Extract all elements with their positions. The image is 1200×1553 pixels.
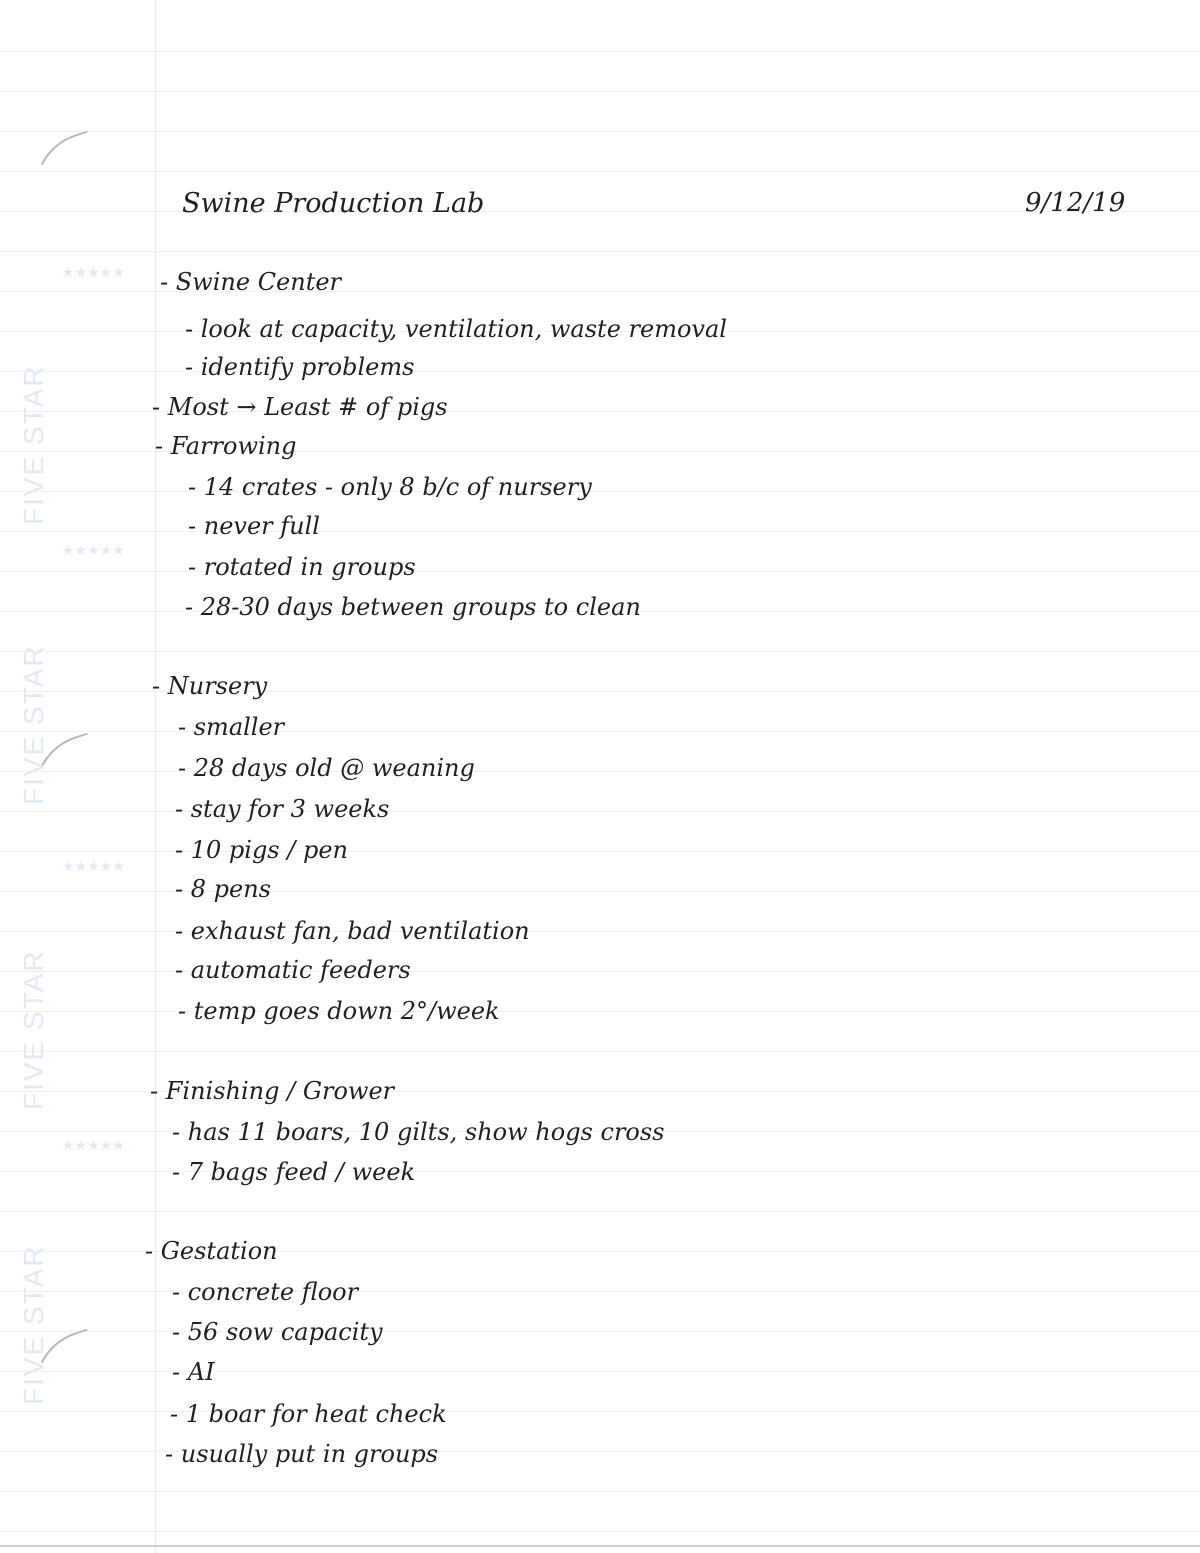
note-item: - temp goes down 2°/week	[178, 997, 500, 1025]
five-star-watermark: FIVE STAR	[18, 644, 49, 805]
five-star-watermark: FIVE STAR	[18, 949, 49, 1110]
section-heading-most-least: - Most → Least # of pigs	[152, 393, 448, 421]
star-watermark-icon: ★★★★★	[62, 1138, 125, 1154]
star-watermark-icon: ★★★★★	[62, 265, 125, 281]
section-heading-swine-center: - Swine Center	[160, 268, 342, 296]
note-item: - 10 pigs / pen	[175, 836, 348, 864]
star-watermark-icon: ★★★★★	[62, 859, 125, 875]
note-item: - automatic feeders	[175, 956, 411, 984]
note-item: - 56 sow capacity	[172, 1318, 383, 1346]
note-item: - 14 crates - only 8 b/c of nursery	[188, 473, 592, 501]
five-star-watermark: FIVE STAR	[18, 364, 49, 525]
note-item: - 7 bags feed / week	[172, 1158, 416, 1186]
note-item: - usually put in groups	[165, 1440, 439, 1468]
note-item: - never full	[188, 512, 320, 540]
section-heading-gestation: - Gestation	[145, 1237, 278, 1265]
page-title: Swine Production Lab	[182, 188, 485, 219]
note-item: - identify problems	[185, 353, 415, 381]
note-item: - AI	[172, 1358, 215, 1386]
note-item: - smaller	[178, 713, 285, 741]
note-item: - 28 days old @ weaning	[178, 754, 475, 782]
margin-line	[155, 0, 156, 1553]
note-item: - look at capacity, ventilation, waste removal	[185, 315, 727, 343]
binder-hole-mark	[19, 131, 110, 222]
page-edge	[0, 1545, 1200, 1547]
star-watermark-icon: ★★★★★	[62, 543, 125, 559]
section-heading-farrowing: - Farrowing	[155, 432, 297, 460]
note-item: - 1 boar for heat check	[170, 1400, 447, 1428]
five-star-watermark: FIVE STAR	[18, 1244, 49, 1405]
note-item: - has 11 boars, 10 gilts, show hogs cross	[172, 1118, 665, 1146]
date-label: 9/12/19	[1025, 188, 1126, 218]
note-item: - concrete floor	[172, 1278, 359, 1306]
note-item: - rotated in groups	[188, 553, 416, 581]
note-item: - 8 pens	[175, 875, 271, 903]
section-heading-finishing-grower: - Finishing / Grower	[150, 1077, 395, 1105]
note-item: - stay for 3 weeks	[175, 795, 390, 823]
note-item: - exhaust fan, bad ventilation	[175, 917, 530, 945]
section-heading-nursery: - Nursery	[152, 672, 268, 700]
note-item: - 28-30 days between groups to clean	[185, 593, 641, 621]
